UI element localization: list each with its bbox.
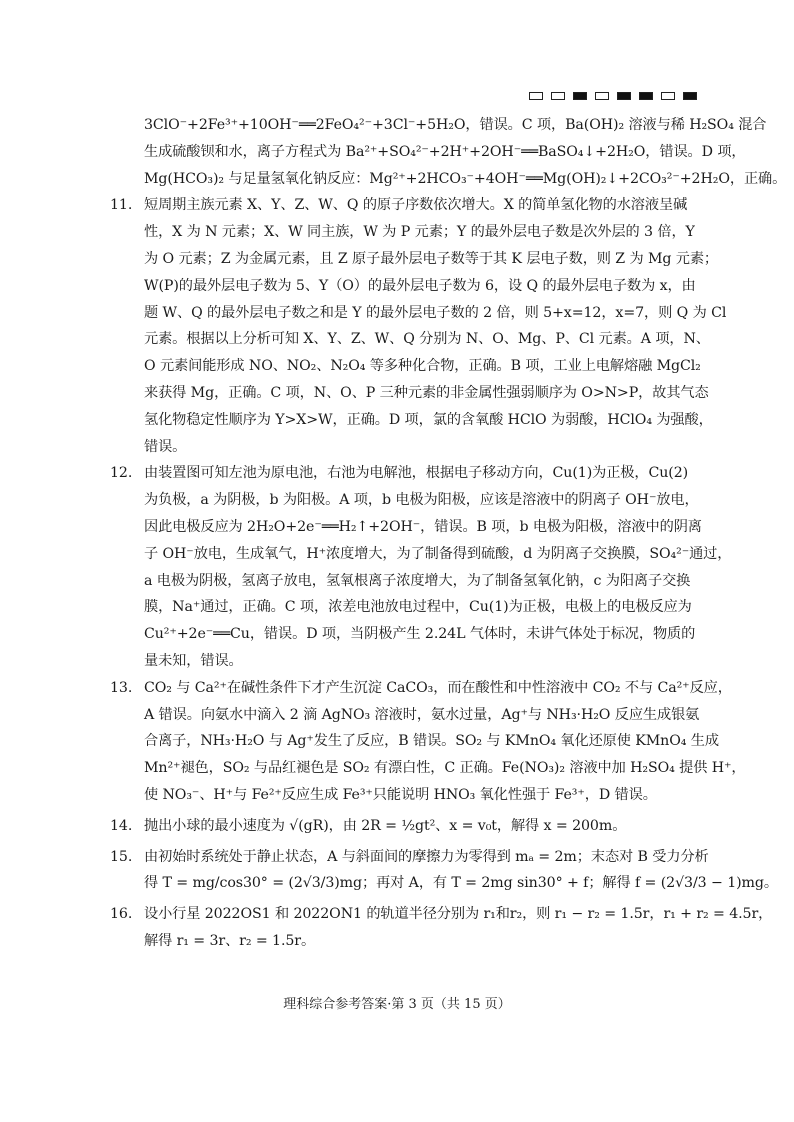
text-line: 氢化物稳定性顺序为 Y>X>W，正确。D 项，氯的含氧酸 HClO 为弱酸，HClO₄ 为强酸，	[144, 411, 713, 428]
answer-item-14	[110, 813, 688, 840]
answer-item-12	[110, 460, 732, 674]
text-line: 短周期主族元素 X、Y、Z、W、Q 的原子序数依次增大。X 的简单氢化物的水溶液呈碱	[144, 197, 688, 214]
text-line: CO₂ 与 Ca²⁺在碱性条件下才产生沉淀 CaCO₃，而在酸性和中性溶液中 CO₂ 不与 Ca²⁺反应，	[144, 679, 732, 696]
answer-item-15	[110, 844, 778, 898]
text-line: Mn²⁺褪色，SO₂ 与品红褪色是 SO₂ 有漂白性，C 正确。Fe(NO₃)₂ 溶液中加 H₂SO₄ 提供 H⁺，	[144, 760, 746, 777]
text-line: A 错误。向氨水中滴入 2 滴 AgNO₃ 溶液时，氨水过量，Ag⁺与 NH₃·H₂O 反应生成银氨	[144, 706, 700, 723]
item-number: 15.	[110, 848, 133, 865]
text-line: 题 W、Q 的最外层电子数之和是 Y 的最外层电子数的 2 倍，则 5+x=12，x=7，则 Q 为 Cl	[144, 304, 727, 321]
text-line: 子 OH⁻放电，生成氧气，H⁺浓度增大，为了制备得到硫酸，d 为阴离子交换膜，SO₄²⁻通过，	[144, 545, 732, 562]
empty-square-mark	[529, 92, 543, 100]
text-line: 设小行星 2022OS1 和 2022ON1 的轨道半径分别为 r₁和r₂，则 r₁ − r₂ = 1.5r，r₁ + r₂ = 4.5r，	[144, 906, 773, 923]
page-footer: 理科综合参考答案·第 3 页（共 15 页）	[283, 997, 511, 1012]
answer-item-13	[110, 675, 746, 809]
text-line: 因此电极反应为 2H₂O+2e⁻══H₂↑+2OH⁻，错误。B 项，b 电极为阳极，溶液中的阴离	[144, 518, 702, 535]
text-line: 错误。	[144, 438, 187, 455]
text-line: 元素。根据以上分析可知 X、Y、Z、W、Q 分别为 N、O、Mg、P、Cl 元素。A 项，N、	[144, 331, 710, 348]
item-number: 16.	[110, 906, 133, 923]
item-number: 13.	[110, 679, 133, 696]
item-number: 12.	[110, 465, 133, 482]
text-line: W(P)的最外层电子数为 5、Y（O）的最外层电子数为 6，设 Q 的最外层电子数为 x，由	[144, 277, 696, 294]
text-line: Mg(HCO₃)₂ 与足量氢氧化钠反应：Mg²⁺+2HCO₃⁻+4OH⁻══Mg(OH)₂↓+2CO₃²⁻+2H₂O，正确。	[144, 170, 787, 187]
text-line: 抛出小球的最小速度为 √(gR)，由 2R = ½gt²、x = v₀t，解得 x = 200m。	[144, 817, 627, 834]
empty-square-mark	[595, 92, 609, 100]
text-line: Cu²⁺+2e⁻══Cu，错误。D 项，当阴极产生 2.24L 气体时，未讲气体处于标况，物质的	[144, 626, 696, 643]
filled-square-mark	[683, 92, 697, 100]
answer-content	[110, 112, 787, 955]
text-line: 得 T = mg/cos30° = (2√3/3)mg；再对 A，有 T = 2mg sin30° + f；解得 f = (2√3/3 − 1)mg。	[144, 875, 778, 892]
text-line: 性，X 为 N 元素；X、W 同主族，W 为 P 元素；Y 的最外层电子数是次外层的 3 倍，Y	[144, 224, 695, 241]
text-line: 为 O 元素；Z 为金属元素，且 Z 原子最外层电子数等于其 K 层电子数，则 Z 为 Mg 元素；	[144, 250, 719, 267]
text-line: 膜，Na⁺通过，正确。C 项，浓差电池放电过程中，Cu(1)为正极，电极上的电极反应为	[144, 599, 692, 616]
empty-square-mark	[661, 92, 675, 100]
text-line: 合离子，NH₃·H₂O 与 Ag⁺发生了反应，B 错误。SO₂ 与 KMnO₄ 氧化还原使 KMnO₄ 生成	[144, 733, 719, 750]
item-number: 11.	[110, 197, 133, 214]
corner-marks	[529, 92, 697, 100]
text-line: 由初始时系统处于静止状态，A 与斜面间的摩擦力为零得到 mₐ = 2m；末态对 B 受力分析	[144, 848, 709, 865]
text-line: 由装置图可知左池为原电池，右池为电解池，根据电子移动方向，Cu(1)为正极，Cu(2)	[144, 465, 689, 482]
text-line: 来获得 Mg，正确。C 项，N、O、P 三种元素的非金属性强弱顺序为 O>N>P，故其气态	[144, 384, 709, 401]
text-line: 为负极，a 为阴极，b 为阳极。A 项，b 电极为阳极，应该是溶液中的阴离子 OH⁻放电，	[144, 492, 699, 509]
text-line: O 元素间能形成 NO、NO₂、N₂O₄ 等多种化合物，正确。B 项，工业上电解熔融 MgCl₂	[144, 358, 701, 375]
previous-item-continuation	[110, 112, 787, 192]
text-line: 解得 r₁ = 3r、r₂ = 1.5r。	[144, 932, 316, 949]
text-line: 3ClO⁻+2Fe³⁺+10OH⁻══2FeO₄²⁻+3Cl⁻+5H₂O，错误。C 项，Ba(OH)₂ 溶液与稀 H₂SO₄ 混合	[144, 117, 767, 133]
empty-square-mark	[551, 92, 565, 100]
text-line: 生成硫酸钡和水，离子方程式为 Ba²⁺+SO₄²⁻+2H⁺+2OH⁻══BaSO₄↓+2H₂O，错误。D 项，	[144, 143, 746, 160]
text-line: 使 NO₃⁻、H⁺与 Fe²⁺反应生成 Fe³⁺只能说明 HNO₃ 氧化性强于 Fe³⁺，D 错误。	[144, 786, 657, 803]
item-number: 14.	[110, 817, 133, 834]
filled-square-mark	[617, 92, 631, 100]
filled-square-mark	[573, 92, 587, 100]
filled-square-mark	[639, 92, 653, 100]
text-line: 量未知，错误。	[144, 652, 243, 669]
text-line: a 电极为阴极，氢离子放电，氢氧根离子浓度增大，为了制备氢氧化钠，c 为阳离子交换	[144, 572, 691, 589]
answer-item-11	[110, 192, 727, 460]
answer-item-16	[110, 901, 773, 955]
